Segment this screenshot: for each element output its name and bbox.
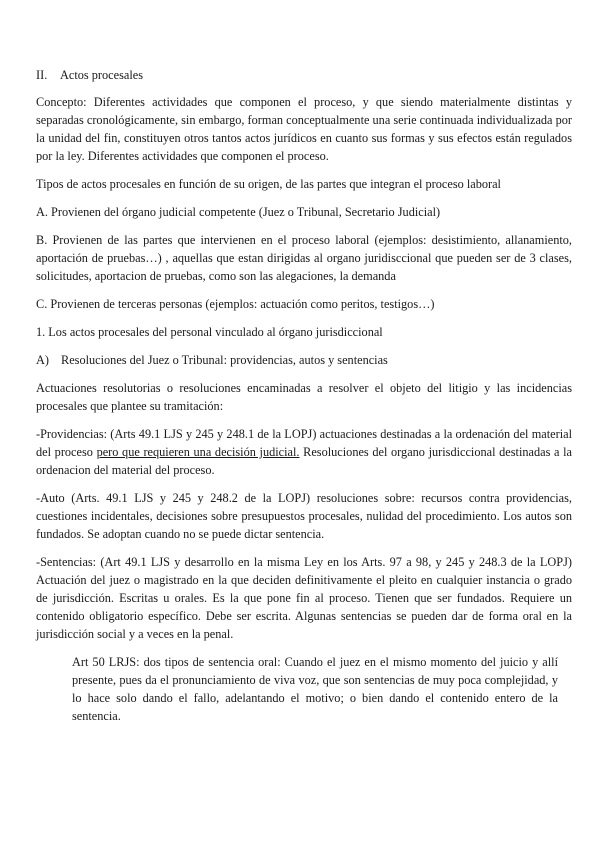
- providencias-paragraph: [36, 425, 572, 479]
- resoluciones-heading: [36, 351, 572, 369]
- resoluciones-text: Resoluciones del Juez o Tribunal: providencias, autos y sentencias: [61, 353, 388, 367]
- sentencias-paragraph: -Sentencias: (Art 49.1 LJS y desarrollo en la misma Ley en los Arts. 97 a 98, y 245 y 248.3 de la LOPJ) Actuación del juez o magistrado en la que deciden definitivamente el pleito en cualquier instancia o grado de jurisdicción. Escritas u orales. Es la que pone fin al proceso. Tienen que ser fundados. Requiere un contenido obligatorio específico. Debe ser escrita. Algunas sentencias se pueden dar de forma oral en la jurisdicción social y a veces en la penal.: [36, 555, 572, 641]
- section-number: II.: [36, 68, 48, 82]
- document-page: [36, 66, 572, 725]
- subsection-1-heading: 1. Los actos procesales del personal vinculado al órgano jurisdiccional: [36, 325, 383, 339]
- concepto-paragraph: Concepto: Diferentes actividades que componen el proceso, y que siendo materialmente distintas y separadas cronológicamente, sin embargo, forman conceptualmente una serie continuada individualizada por la unidad del fin, constituyen otros tantos actos jurídicos en cuanto sus formas y sus efectos están regulados por la ley. Diferentes actividades que componen el proceso.: [36, 95, 572, 163]
- tipo-c-paragraph: C. Provienen de terceras personas (ejemplos: actuación como peritos, testigos…): [36, 297, 435, 311]
- section-heading: [36, 66, 572, 84]
- tipo-a-paragraph: A. Provienen del órgano judicial competente (Juez o Tribunal, Secretario Judicial): [36, 205, 441, 219]
- providencias-rest: Resoluciones del organo jurisdiccional destinadas a la ordenacion del material del proceso.: [36, 445, 573, 477]
- providencias-underlined: pero que requieren una decisión judicial.: [96, 445, 300, 459]
- tipo-b-paragraph: B. Provienen de las partes que intervienen en el proceso laboral (ejemplos: desistimiento, allanamiento, aportación de pruebas…) , aquellas que estan dirigidas al organo juridisccional que pueden ser de 3 clases, solicitudes, aportacion de pruebas, como son las alegaciones, la demanda: [36, 233, 572, 283]
- providencias-text: -Providencias: (Arts 49.1 LJS y 245 y 248.1 de la LOPJ) actuaciones destinadas a la ordenación del material del proceso: [36, 427, 572, 459]
- actuaciones-paragraph: Actuaciones resolutorias o resoluciones encaminadas a resolver el objeto del litigio y las incidencias procesales que plantee su tramitación:: [36, 381, 572, 413]
- section-title: Actos procesales: [60, 68, 143, 82]
- tipos-intro-paragraph: Tipos de actos procesales en función de su origen, de las partes que integran el proceso laboral: [36, 177, 501, 191]
- auto-paragraph: -Auto (Arts. 49.1 LJS y 245 y 248.2 de la LOPJ) resoluciones sobre: recursos contra providencias, cuestiones incidentales, decisiones sobre presupuestos procesales, nulidad del procedimiento. Los autos son fundados. Se adoptan cuando no se puede dictar sentencia.: [36, 491, 572, 541]
- resoluciones-letter: A): [36, 353, 49, 367]
- art50-paragraph: Art 50 LRJS: dos tipos de sentencia oral: Cuando el juez en el mismo momento del juicio y allí presente, pues da el pronunciamiento de viva voz, que son sentencias de muy poca complejidad, y lo hace solo dando el fallo, adelantando el motivo; o bien dando el contenido entero de la sentencia.: [72, 655, 558, 723]
